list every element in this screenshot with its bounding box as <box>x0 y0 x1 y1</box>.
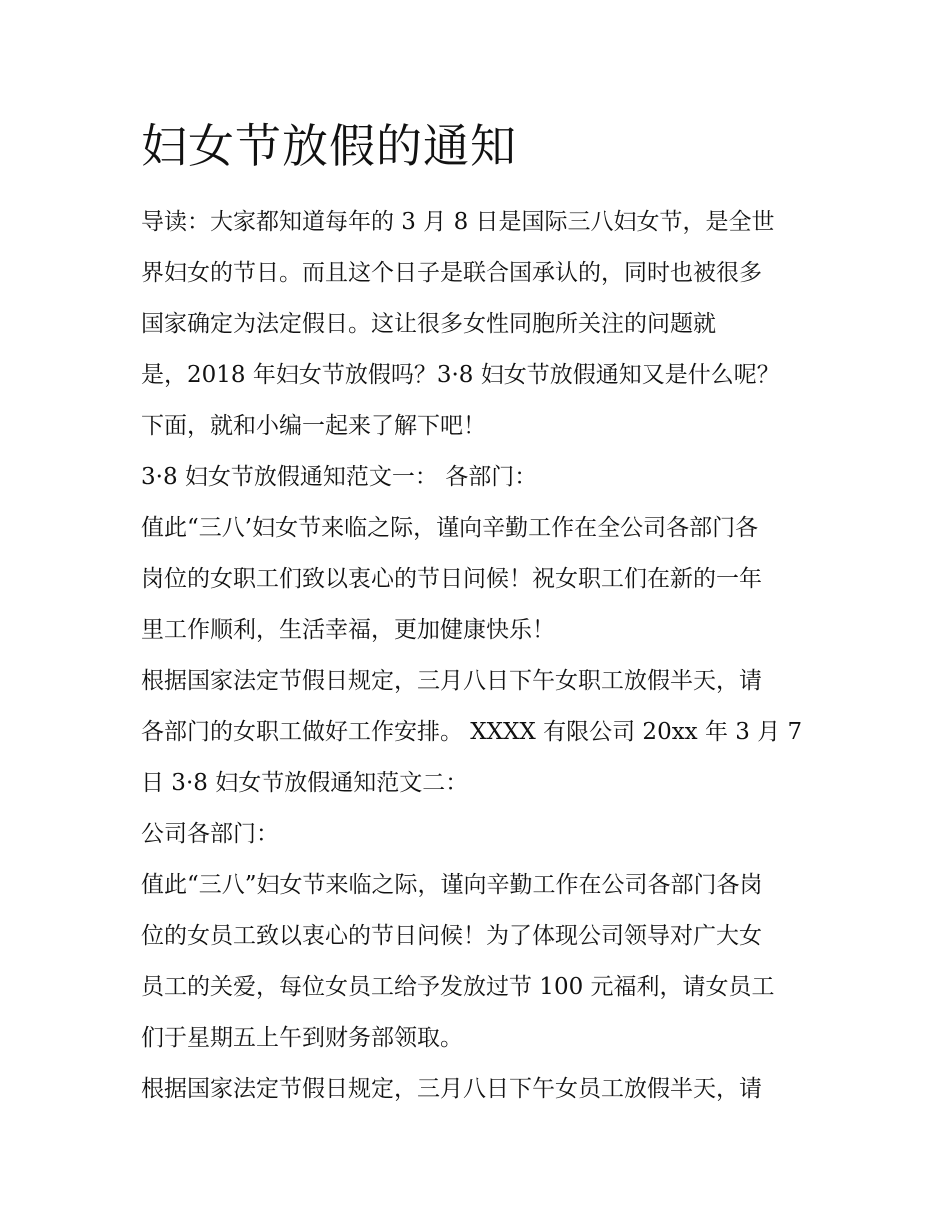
document-title: 妇女节放假的通知 <box>141 119 517 173</box>
paragraph-line: 导读：大家都知道每年的 3 月 8 日是国际三八妇女节，是全世 <box>141 209 775 235</box>
paragraph-line: 值此“三八’妇女节来临之际，谨向辛勤工作在全公司各部门各 <box>141 515 759 541</box>
paragraph-line: 岗位的女职工们致以衷心的节日问候！祝女职工们在新的一年 <box>141 566 762 592</box>
paragraph-line: 界妇女的节日。而且这个日子是联合国承认的，同时也被很多 <box>141 260 762 286</box>
paragraph-line: 根据国家法定节假日规定，三月八日下午女职工放假半天，请 <box>141 668 762 694</box>
paragraph-line: 各部门的女职工做好工作安排。 XXXX 有限公司 20xx 年 3 月 7 <box>141 719 803 745</box>
paragraph-line: 们于星期五上午到财务部领取。 <box>141 1025 463 1051</box>
document-body <box>141 197 821 1115</box>
paragraph-line: 公司各部门： <box>141 821 279 847</box>
paragraph-line: 员工的关爱，每位女员工给予发放过节 100 元福利，请女员工 <box>141 974 775 1000</box>
paragraph-line: 值此“三八”妇女节来临之际，谨向辛勤工作在公司各部门各岗 <box>141 872 763 898</box>
paragraph-line: 是，2018 年妇女节放假吗？3·8 妇女节放假通知又是什么呢？ <box>141 362 780 388</box>
paragraph-line: 根据国家法定节假日规定，三月八日下午女员工放假半天，请 <box>141 1076 762 1102</box>
paragraph-line: 日 3·8 妇女节放假通知范文二： <box>141 770 469 796</box>
paragraph-line: 国家确定为法定假日。这让很多女性同胞所关注的问题就 <box>141 311 716 337</box>
paragraph-line: 位的女员工致以衷心的节日问候！为了体现公司领导对广大女 <box>141 923 762 949</box>
paragraph-line: 3·8 妇女节放假通知范文一： 各部门： <box>141 464 538 490</box>
paragraph-line: 下面，就和小编一起来了解下吧！ <box>141 413 486 439</box>
paragraph-line: 里工作顺利，生活幸福，更加健康快乐！ <box>141 617 555 643</box>
